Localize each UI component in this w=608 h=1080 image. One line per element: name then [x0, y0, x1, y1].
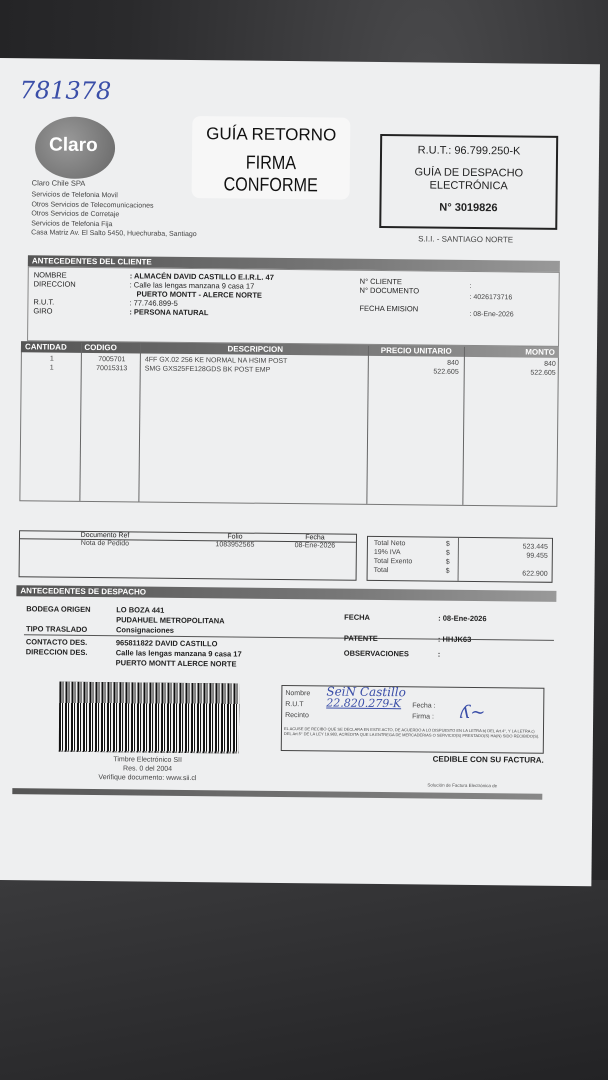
legal-text: EL ACUSE DE RECIBO QUE SE DECLARA EN ESTE ACTO, DE ACUERDO A LO DISPUESTO EN LA LETRA b) DEL Art.4°, Y LA LETRA c) DEL Art.5° DE LA LEY 19.983, ACREDITA QUE LA ENTREGA DE MERCADERIAS O SERVICIO(S) PRESTADO(S) HA(N) SIDO RECIBIDO(S).	[283, 726, 540, 739]
return-stamp: GUÍA RETORNO FIRMA CONFORME	[192, 116, 351, 200]
pdf417-barcode	[59, 682, 240, 754]
client-doc-values: : : 4026173716 : 08-Ene-2026	[469, 282, 514, 319]
sii-office: S.I.I. - SANTIAGO NORTE	[418, 234, 514, 245]
table-row: 1 7005701 4FF GX.02 256 KE NORMAL NA HSIM POST 840 840	[49, 355, 556, 368]
issuer-services: Servicios de Telefonia Movil Otros Servicios de Telecomunicaciones Otros Servicios de Corretaje Servicios de Telefonia Fija Casa Matriz Av. El Salto 5450, Huechuraba, Santiago	[31, 191, 197, 239]
reference-table: Documento Ref Folio Fecha Nota de Pedido 1083952565 08-Ene-2026	[19, 530, 357, 581]
car-seat-cushion	[0, 880, 608, 1080]
client-doc-labels: N° CLIENTE N° DOCUMENTO FECHA EMISION	[359, 276, 420, 314]
dispatch-guide-document	[0, 58, 600, 886]
dispatch-values: LO BOZA 441 PUDAHUEL METROPOLITANA Consignaciones 965811822 DAVID CASTILLO Calle las lengas manzana 9 casa 17 PUERTO MONTT ALERCE NORTE	[115, 605, 242, 669]
handwritten-number: 781378	[19, 76, 112, 106]
items-header: CANTIDAD CODIGO DESCRIPCION PRECIO UNITARIO MONTO	[21, 341, 559, 358]
table-row: 1 70015313 SMG GXS25FE128GDS BK POST EMP 522.605 522.605	[49, 364, 556, 377]
timbre-text: Timbre Electrónico SII Res. 0 del 2004 Verifique documento: www.sii.cl	[98, 756, 197, 783]
dispatch-section-header: ANTECEDENTES DE DESPACHO	[16, 585, 556, 602]
dispatch-right-values: : 08-Ene-2026 : HHJK63 :	[437, 613, 487, 659]
signer-name: SeiN Castillo	[326, 684, 406, 700]
totals-box: Total Neto 19% IVA Total Exento Total $ $ $ $ 523.445 99.455 622.900	[367, 536, 553, 583]
client-section-header: ANTECEDENTES DEL CLIENTE	[28, 255, 560, 272]
document-number-box: R.U.T.: 96.799.250-K GUÍA DE DESPACHO ELECTRÓNICA N° 3019826	[379, 134, 558, 230]
dispatch-labels: BODEGA ORIGEN TIPO TRASLADO CONTACTO DES. DIRECCION DES.	[25, 604, 91, 657]
items-table	[19, 341, 559, 507]
total-neto: 523.445	[522, 543, 548, 551]
total: 622.900	[522, 570, 548, 578]
claro-logo: Claro	[35, 116, 116, 179]
dispatch-right-labels: FECHA PATENTE OBSERVACIONES	[343, 612, 409, 659]
iva: 99.455	[526, 552, 548, 560]
footer-bar	[12, 788, 542, 800]
items-rows	[22, 354, 560, 378]
receipt-box: Nombre R.U.T Recinto SeiN Castillo 22.820.279-K Fecha : Firma : ʎ~ EL ACUSE DE RECIBO QUE SE DECLARA EN ESTE ACTO, DE ACUERDO A LO DISPUESTO EN LA LETRA b) DEL Art.4°, Y LA LETRA c) DEL Art.5° DE LA LEY 19.983, ACREDITA QUE LA ENTREGA DE MERCADERIAS O SERVICIO(S) PRESTADO(S) HA(N) SIDO RECIBIDO(S).	[281, 685, 545, 754]
signature: ʎ~	[460, 701, 486, 724]
issuer-name: Claro Chile SPA	[31, 178, 86, 188]
client-labels: NOMBRE DIRECCION R.U.T. GIRO	[33, 270, 76, 316]
table-row: Nota de Pedido 1083952565 08-Ene-2026	[80, 539, 336, 550]
cedible-label: CEDIBLE CON SU FACTURA.	[432, 754, 544, 765]
signer-rut: 22.820.279-K	[326, 696, 402, 711]
client-values: : ALMACÉN DAVID CASTILLO E.I.R.L. 47 : Calle las lengas manzana 9 casa 17 PUERTO MONTT - ALERCE NORTE : 77.746.899-5 : PERSONA NATURAL	[129, 271, 274, 318]
footer-text: Solución de Factura Electrónica de	[427, 782, 498, 789]
